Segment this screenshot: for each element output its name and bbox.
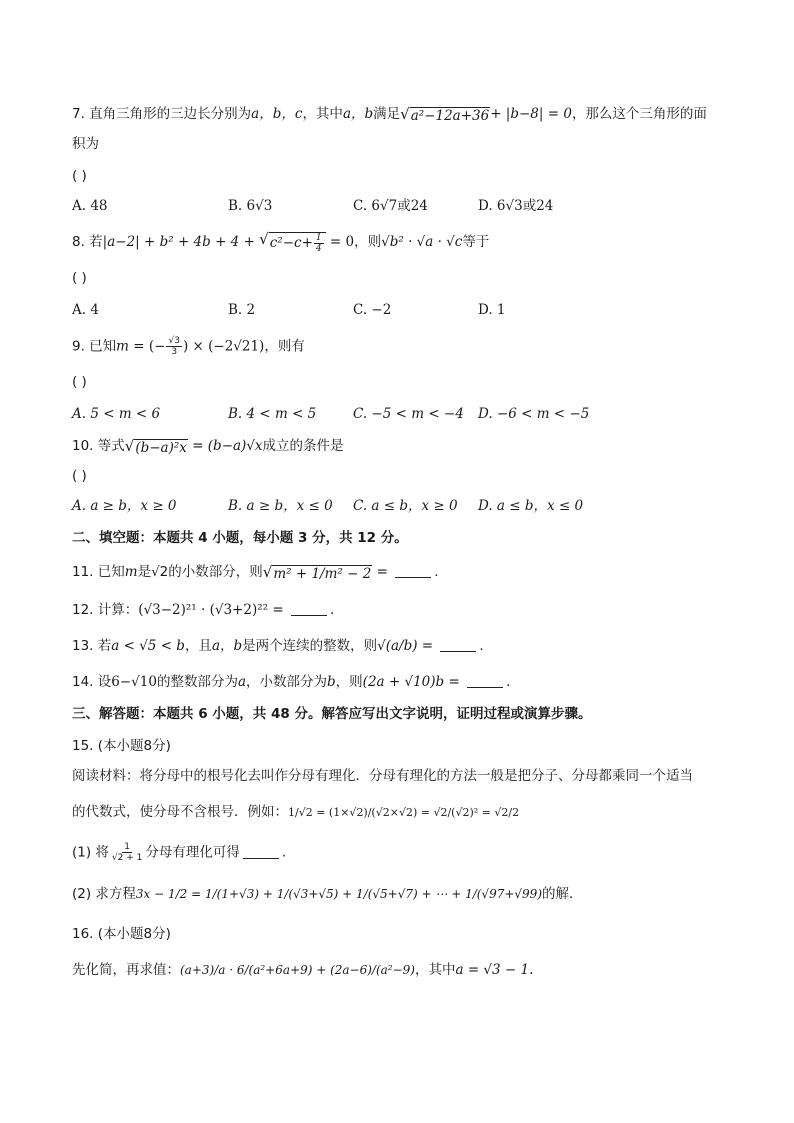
option-c: C. 6√7或24 xyxy=(353,198,428,214)
question-15-part-2: (2) 求方程3x − 1/2 = 1/(1+√3) + 1/(√3+√5) + 1/(√5+√7) + ⋯ + 1/(√97+√99)的解． xyxy=(72,886,583,902)
option-d: D. −6 < m < −5 xyxy=(478,406,590,422)
option-a: A. 4 xyxy=(72,302,99,318)
option-d: D. a ≤ b，x ≤ 0 xyxy=(478,498,584,514)
radical: √ c²−c+ $\frac{1}{4}$ xyxy=(259,230,325,254)
question-10: 10. 等式 √ (b−a)²x = (b−a)√x成立的条件是 xyxy=(72,436,344,456)
option-d: D. 6√3或24 xyxy=(478,198,554,214)
option-a: A. a ≥ b，x ≥ 0 xyxy=(72,498,177,514)
question-9: 9. 已知m = (− $\frac{√3}{3}$ ) × (−2√21)，则有 xyxy=(72,336,305,357)
option-b: B. 4 < m < 5 xyxy=(228,406,317,422)
question-7: 7. 直角三角形的三边长分别为a，b，c，其中a，b满足 √ a²−12a+36 + |b−8| = 0，那么这个三角形的面 xyxy=(72,104,707,124)
answer-paren: ( ) xyxy=(72,468,87,484)
question-15-paragraph: 阅读材料：将分母中的根号化去叫作分母有理化．分母有理化的方法一般是把分子、分母都乘同一个适当 xyxy=(72,768,693,784)
answer-paren: ( ) xyxy=(72,168,87,184)
option-d: D. 1 xyxy=(478,302,506,318)
option-c: C. −2 xyxy=(353,302,392,318)
answer-blank[interactable] xyxy=(395,563,431,578)
question-7-continued: 积为 xyxy=(72,136,99,152)
option-c: C. −5 < m < −4 xyxy=(353,406,464,422)
option-a: A. 5 < m < 6 xyxy=(72,406,161,422)
option-b: B. a ≥ b，x ≤ 0 xyxy=(228,498,333,514)
answer-blank[interactable] xyxy=(467,673,503,688)
answer-paren: ( ) xyxy=(72,374,87,390)
option-c: C. a ≤ b，x ≥ 0 xyxy=(353,498,458,514)
question-12: 12. 计算：(√3−2)²¹ · (√3+2)²² = . xyxy=(72,602,335,618)
radical: √ m² + 1/m² − 2 xyxy=(262,562,372,582)
answer-paren: ( ) xyxy=(72,270,87,286)
question-13: 13. 若a < √5 < b，且a，b是两个连续的整数，则√(a/b) = . xyxy=(72,638,484,654)
radical: √ a²−12a+36 xyxy=(400,104,490,124)
answer-blank[interactable] xyxy=(291,601,327,616)
answer-blank[interactable] xyxy=(243,844,279,859)
section-heading-fill-in: 二、填空题：本题共 4 小题，每小题 3 分，共 12 分。 xyxy=(72,530,408,546)
question-15-title: 15. (本小题8分) xyxy=(72,738,171,754)
question-15-paragraph-2: 的代数式，使分母不含根号．例如：1/√2 = (1×√2)/(√2×√2) = √2/(√2)² = √2/2 xyxy=(72,804,520,820)
question-14: 14. 设6−√10的整数部分为a，小数部分为b，则(2a + √10)b = . xyxy=(72,674,511,690)
option-b: B. 6√3 xyxy=(228,198,273,214)
question-11: 11. 已知m是√2的小数部分，则 √ m² + 1/m² − 2 = . xyxy=(72,562,439,582)
section-heading-solve: 三、解答题：本题共 6 小题，共 48 分。解答应写出文字说明，证明过程或演算步骤。 xyxy=(72,706,592,722)
question-8: 8. 若|a−2| + b² + 4b + 4 + √ c²−c+ $\frac{1}{4}$ = 0，则√b² · √a · √c等于 xyxy=(72,230,490,254)
radical: √ (b−a)²x xyxy=(124,436,187,456)
question-15-part-1: (1) 将 $\frac{1}{√2 + 1}$ 分母有理化可得 . xyxy=(72,842,287,863)
option-b: B. 2 xyxy=(228,302,256,318)
option-a: A. 48 xyxy=(72,198,108,214)
question-16-title: 16. (本小题8分) xyxy=(72,926,171,942)
answer-blank[interactable] xyxy=(440,637,476,652)
question-16-body: 先化简，再求值：(a+3)/a · 6/(a²+6a+9) + (2a−6)/(a²−9)，其中a = √3 − 1. xyxy=(72,962,534,978)
